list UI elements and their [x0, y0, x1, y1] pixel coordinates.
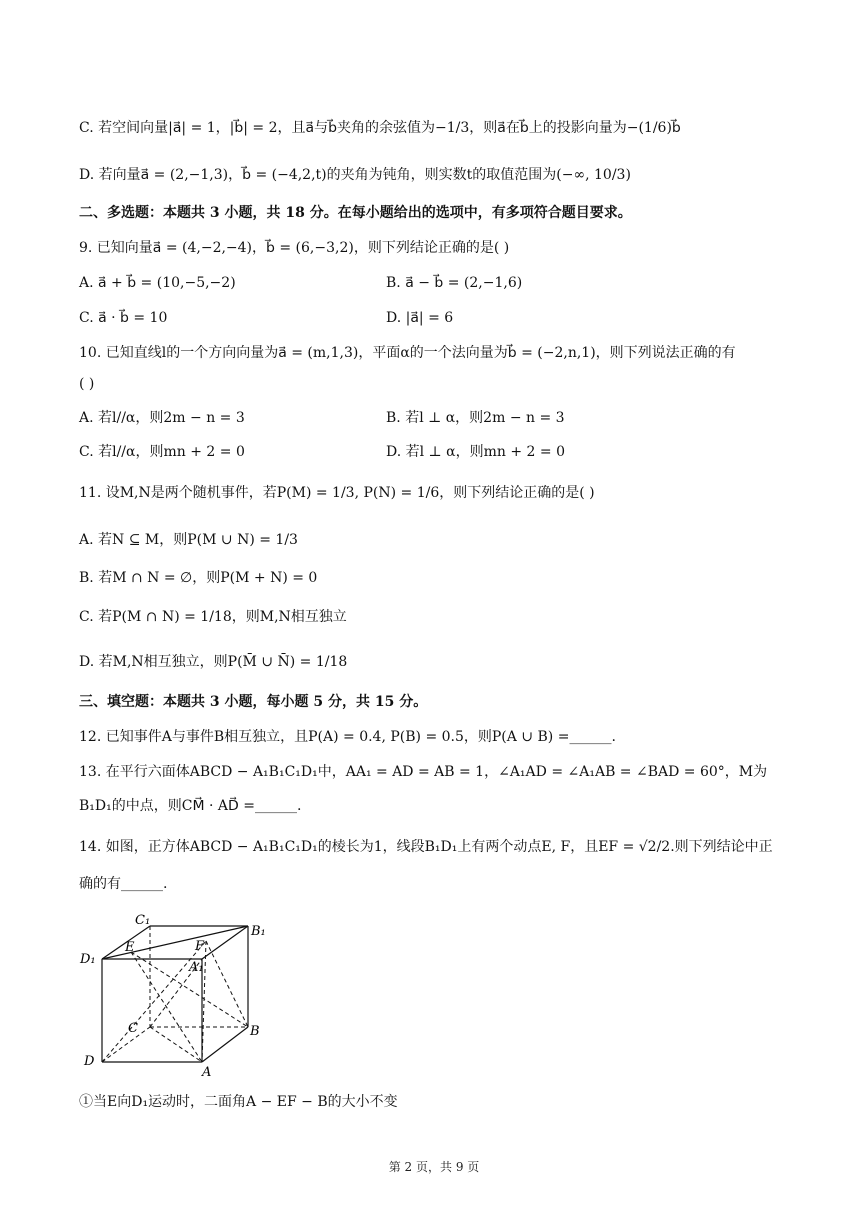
- section-2-heading: 二、多选题：本题共 3 小题，共 18 分。在每小题给出的选项中，有多项符合题目要求。: [79, 205, 632, 221]
- question-13-line1: 13. 在平行六面体ABCD − A₁B₁C₁D₁中，AA₁ = AD = AB = 1，∠A₁AD = ∠A₁AB = ∠BAD = 60°，M为: [79, 764, 768, 780]
- page-footer: 第 2 页，共 9 页: [388, 1160, 480, 1174]
- cube-figure: [78, 905, 278, 1080]
- option-9b: B. a⃗ − b⃗ = (2,−1,6): [386, 275, 523, 291]
- question-13-line2: B₁D₁的中点，则CM⃗ · AD⃗ =______.: [79, 798, 302, 814]
- option-10d: D. 若l ⊥ α，则mn + 2 = 0: [386, 444, 565, 460]
- option-11c: C. 若P(M ∩ N) = 1/18，则M,N相互独立: [79, 609, 347, 625]
- question-9: 9. 已知向量a⃗ = (4,−2,−4)，b⃗ = (6,−3,2)，则下列结论正确的是( ): [79, 240, 510, 256]
- label-b: B: [250, 1024, 260, 1039]
- section-3-heading: 三、填空题：本题共 3 小题，每小题 5 分，共 15 分。: [79, 694, 428, 710]
- label-f: F: [195, 939, 205, 954]
- label-b1: B₁: [251, 924, 266, 939]
- option-10c: C. 若l//α，则mn + 2 = 0: [79, 444, 245, 460]
- question-12: 12. 已知事件A与事件B相互独立，且P(A) = 0.4, P(B) = 0.5，则P(A ∪ B) =______.: [79, 729, 616, 745]
- label-a: A: [202, 1065, 212, 1080]
- option-9d: D. |a⃗| = 6: [386, 310, 454, 326]
- option-8c: C. 若空间向量|a⃗| = 1，|b⃗| = 2，且a⃗与b⃗夹角的余弦值为−1/3，则a⃗在b⃗上的投影向量为−(1/6)b⃗: [79, 120, 681, 136]
- option-9a: A. a⃗ + b⃗ = (10,−5,−2): [79, 275, 236, 291]
- label-c: C: [128, 1021, 138, 1036]
- label-c1: C₁: [135, 913, 151, 928]
- option-10b: B. 若l ⊥ α，则2m − n = 3: [386, 410, 565, 426]
- statement-1: ①当E向D₁运动时，二面角A − EF − B的大小不变: [79, 1094, 398, 1110]
- label-a1: A₁: [189, 960, 204, 975]
- option-11d: D. 若M,N相互独立，则P(M̄ ∪ N̄) = 1/18: [79, 654, 348, 670]
- question-10: 10. 已知直线l的一个方向向量为a⃗ = (m,1,3)，平面α的一个法向量为b⃗ = (−2,n,1)，则下列说法正确的有: [79, 345, 736, 361]
- option-11b: B. 若M ∩ N = ∅，则P(M + N) = 0: [79, 570, 318, 586]
- option-11a: A. 若N ⊆ M，则P(M ∪ N) = 1/3: [79, 532, 298, 548]
- option-8d: D. 若向量a⃗ = (2,−1,3)，b⃗ = (−4,2,t)的夹角为钝角，则实数t的取值范围为(−∞, 10/3): [79, 167, 631, 183]
- option-9c: C. a⃗ · b⃗ = 10: [79, 310, 168, 326]
- question-11: 11. 设M,N是两个随机事件，若P(M) = 1/3, P(N) = 1/6，则下列结论正确的是( ): [79, 485, 595, 501]
- label-e: E: [125, 940, 135, 955]
- question-14-line2: 确的有______.: [79, 876, 168, 892]
- question-10-paren: ( ): [79, 376, 95, 392]
- label-d: D: [84, 1054, 95, 1069]
- label-d1: D₁: [80, 952, 96, 967]
- question-14-line1: 14. 如图，正方体ABCD − A₁B₁C₁D₁的棱长为1，线段B₁D₁上有两个动点E, F，且EF = √2/2.则下列结论中正: [79, 839, 773, 855]
- option-10a: A. 若l//α，则2m − n = 3: [79, 410, 245, 426]
